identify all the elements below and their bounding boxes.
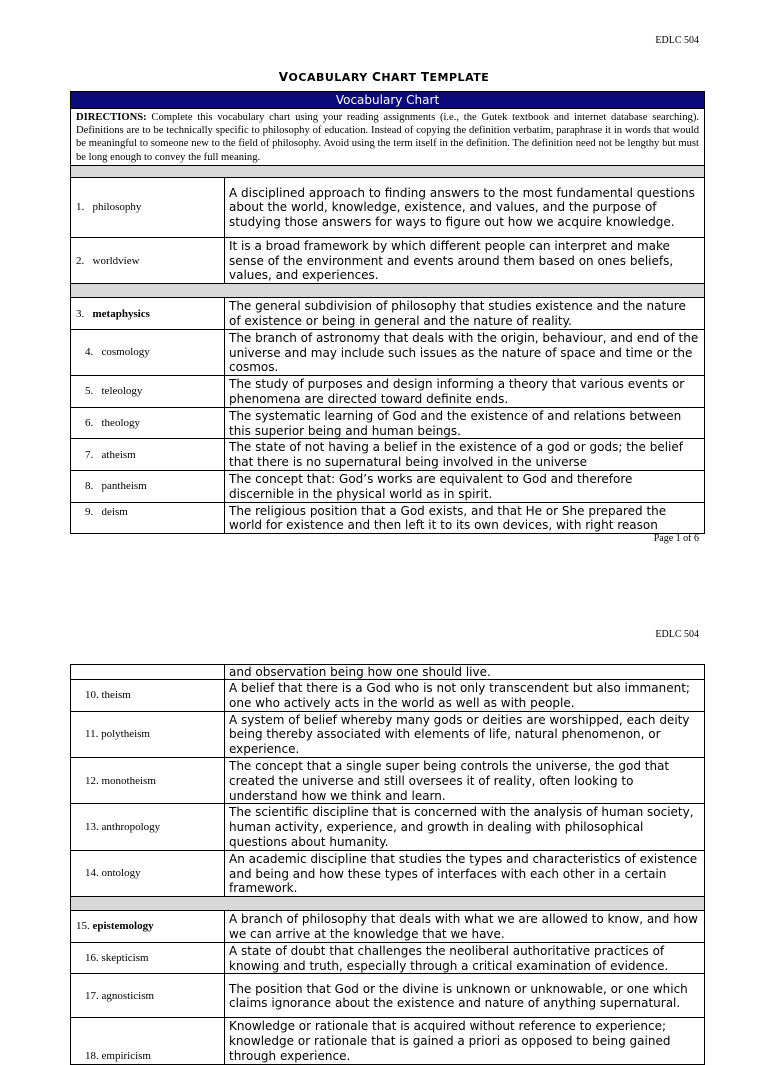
vocab-row: [71, 711, 705, 757]
term-cell: [71, 665, 225, 680]
vocab-row: [71, 974, 705, 1018]
term-cell: 16. skepticism: [71, 942, 225, 974]
definition-cell: A belief that there is a God who is not only transcendent but also immanent; one who actively acts in the world as well as with people.: [225, 680, 705, 712]
vocab-row: [71, 804, 705, 850]
term-cell: 18. empiricism: [71, 1018, 225, 1064]
vocab-row: [71, 1018, 705, 1064]
vocab-row: [71, 942, 705, 974]
chart-header: Vocabulary Chart: [71, 92, 705, 109]
term-agnosticism: agnosticism: [101, 989, 155, 1002]
term-cell: 6. theology: [71, 407, 225, 439]
definition-cell: The state of not having a belief in the existence of a god or gods; the belief that there is no supernatural being involved in the universe: [225, 439, 705, 471]
term-cell: 2. worldview: [71, 237, 225, 283]
term-cell: 10. theism: [71, 680, 225, 712]
vocab-row: [71, 237, 705, 283]
definition-cell: A branch of philosophy that deals with what we are allowed to know, and how we can arrive at the knowledge that we have.: [225, 911, 705, 943]
term-atheism: atheism: [101, 448, 136, 461]
vocab-row: [71, 376, 705, 408]
definition-cell: and observation being how one should live.: [225, 665, 705, 680]
term-theism: theism: [101, 689, 131, 702]
term-anthropology: anthropology: [101, 821, 161, 834]
definition-cell: The branch of astronomy that deals with the origin, behaviour, and end of the universe and may include such issues as the nature of space and time or the cosmos.: [225, 329, 705, 375]
term-philosophy: philosophy: [92, 201, 142, 214]
term-epistemology: epistemology: [92, 920, 154, 933]
definition-cell: A disciplined approach to finding answers to the most fundamental questions about the world, knowledge, existence, and values, and the purpose of studying those answers for ways to figure out how we acquire knowledge.: [225, 177, 705, 237]
vocab-row: [71, 757, 705, 803]
term-teleology: teleology: [101, 385, 143, 398]
term-cell: 3. metaphysics: [71, 298, 225, 330]
term-pantheism: pantheism: [101, 480, 147, 493]
term-cell: 5. teleology: [71, 376, 225, 408]
definition-cell: An academic discipline that studies the types and characteristics of existence and being and how these types of interfaces with each other in a certain framework.: [225, 850, 705, 896]
vocab-row: [71, 911, 705, 943]
term-deism: deism: [101, 505, 128, 518]
vocab-row: [71, 177, 705, 237]
directions-label: DIRECTIONS:: [76, 112, 147, 123]
term-cell: 1. philosophy: [71, 177, 225, 237]
vocab-row: [71, 407, 705, 439]
term-cosmology: cosmology: [101, 346, 150, 359]
definition-cell: The concept that: God’s works are equivalent to God and therefore discernible in the physical world as in spirit.: [225, 470, 705, 502]
section-divider: [71, 897, 705, 911]
section-divider: [71, 165, 705, 177]
vocab-row: [71, 329, 705, 375]
vocab-row: [71, 470, 705, 502]
definition-cell: The religious position that a God exists, and that He or She prepared the world for existence and then left it to its own devices, with right reason: [225, 502, 705, 534]
term-cell: 13. anthropology: [71, 804, 225, 850]
page1-header-code: EDLC 504: [655, 35, 699, 46]
vocab-row: [71, 680, 705, 712]
term-cell: 9. deism: [71, 502, 225, 534]
term-monotheism: monotheism: [101, 774, 156, 787]
term-skepticism: skepticism: [101, 952, 149, 965]
term-cell: 17. agnosticism: [71, 974, 225, 1018]
term-polytheism: polytheism: [101, 728, 150, 741]
directions-text: Complete this vocabulary chart using your reading assignments (i.e., the Gutek textbook and internet database searching). Definitions are to be technically specific to philosophy of education. Instead of copying the definition verbatim, paraphrase it in words that would be meaningful to someone new to the field of philosophy. Avoid using the term itself in the definition. The definition need not be lengthy but must be long enough to convey the full meaning.: [76, 112, 700, 163]
term-worldview: worldview: [92, 254, 140, 267]
term-cell: 15. epistemology: [71, 911, 225, 943]
vocabulary-table-page1: [70, 91, 705, 534]
page-footer: Page 1 of 6: [653, 533, 699, 544]
page2-header-code: EDLC 504: [655, 629, 699, 640]
document-title: VOCABULARY CHART TEMPLATE: [278, 70, 490, 84]
definition-cell: A state of doubt that challenges the neoliberal authoritative practices of knowing and truth, especially through a critical examination of evidence.: [225, 942, 705, 974]
term-cell: 4. cosmology: [71, 329, 225, 375]
vocab-row: [71, 850, 705, 896]
definition-cell: It is a broad framework by which different people can interpret and make sense of the environment and events around them based on ones beliefs, values, and experiences.: [225, 237, 705, 283]
term-empiricism: empiricism: [101, 1049, 151, 1062]
vocab-row: [71, 298, 705, 330]
definition-cell: The systematic learning of God and the existence of and relations between this superior being and human beings.: [225, 407, 705, 439]
term-theology: theology: [101, 417, 140, 430]
term-ontology: ontology: [101, 867, 141, 880]
definition-cell: The scientific discipline that is concerned with the analysis of human society, human activity, experience, and growth in dealing with philosophical questions about humanity.: [225, 804, 705, 850]
definition-cell: The general subdivision of philosophy that studies existence and the nature of existence or being in general and the nature of reality.: [225, 298, 705, 330]
section-divider: [71, 284, 705, 298]
definition-cell: The position that God or the divine is unknown or unknowable, or one which claims ignorance about the existence and nature of anything supernatural.: [225, 974, 705, 1018]
definition-cell: Knowledge or rationale that is acquired without reference to experience; knowledge or rationale that is gained a priori as opposed to being gained through experience.: [225, 1018, 705, 1064]
term-cell: 8. pantheism: [71, 470, 225, 502]
continuation-row: [71, 665, 705, 680]
term-cell: 7. atheism: [71, 439, 225, 471]
vocab-row: [71, 439, 705, 471]
vocab-row: [71, 502, 705, 534]
term-cell: 14. ontology: [71, 850, 225, 896]
definition-cell: The study of purposes and design informing a theory that various events or phenomena are directed toward definite ends.: [225, 376, 705, 408]
vocabulary-table-page2: [70, 664, 705, 1065]
definition-cell: The concept that a single super being controls the universe, the god that created the universe and still oversees it of reality, often looking to understand how we think and learn.: [225, 757, 705, 803]
definition-cell: A system of belief whereby many gods or deities are worshipped, each deity being thereby associated with elements of life, natural phenomenon, or experience.: [225, 711, 705, 757]
term-metaphysics: metaphysics: [92, 307, 150, 320]
directions: [71, 109, 705, 166]
term-cell: 11. polytheism: [71, 711, 225, 757]
term-cell: 12. monotheism: [71, 757, 225, 803]
